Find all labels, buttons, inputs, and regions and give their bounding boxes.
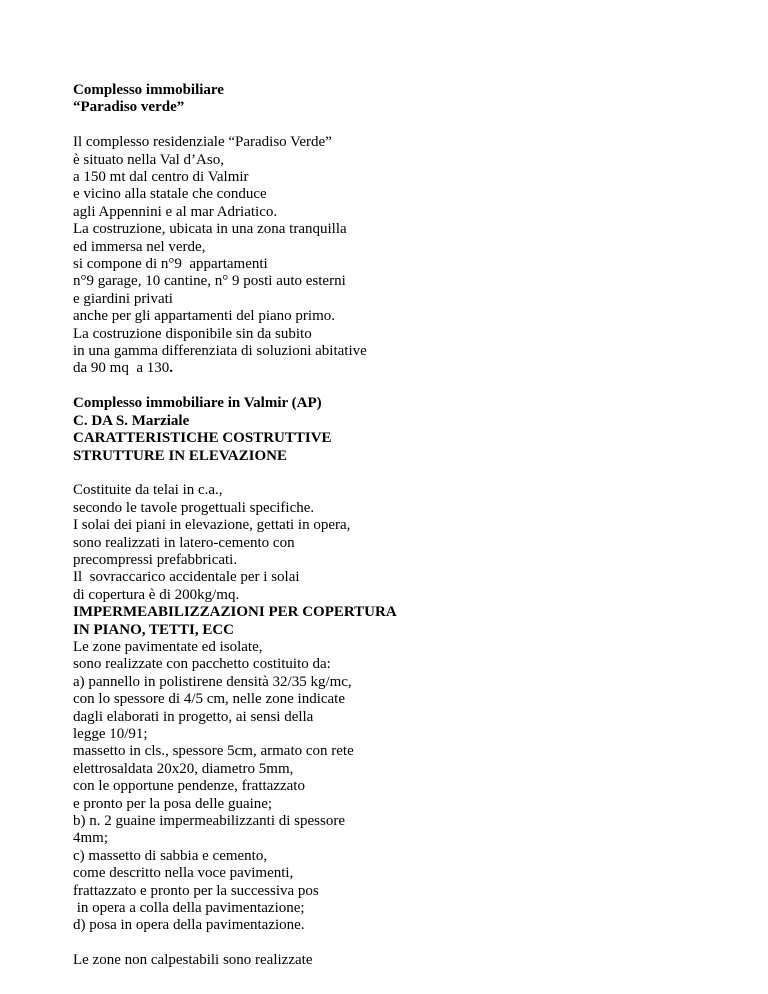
text-line: sono realizzati in latero-cemento con [73, 534, 295, 551]
text-line [73, 360, 733, 377]
text-line-main: da 90 mq a 130 [73, 360, 170, 377]
title-line: Complesso immobiliare [73, 82, 224, 98]
text-line: e giardini privati [73, 290, 173, 307]
text-line: frattazzato e pronto per la successiva pos [73, 882, 319, 899]
text-line: b) n. 2 guaine impermeabilizzanti di spessore [73, 813, 345, 830]
text-line: con lo spessore di 4/5 cm, nelle zone indicate [73, 691, 345, 708]
text-line: c) massetto di sabbia e cemento, [73, 847, 268, 864]
text-line: 4mm; [73, 830, 109, 847]
text-line: si compone di n°9 appartamenti [73, 256, 268, 273]
text-line: anche per gli appartamenti del piano primo. [73, 308, 335, 325]
text-line: Le zone non calpestabili sono realizzate [73, 952, 313, 969]
document-page [73, 82, 733, 970]
document-title [73, 82, 733, 117]
text-line: legge 10/91; [73, 725, 148, 742]
text-line: in una gamma differenziata di soluzioni abitative [73, 343, 367, 360]
text-line: ed immersa nel verde, [73, 238, 206, 255]
text-line: di copertura è di 200kg/mq. [73, 586, 240, 603]
spacer [73, 378, 733, 395]
impermeabilizzazioni-heading [73, 604, 733, 639]
text-line: n°9 garage, 10 cantine, n° 9 posti auto esterni [73, 273, 346, 290]
text-line: precompressi prefabbricati. [73, 551, 238, 568]
text-line: e vicino alla statale che conduce [73, 186, 267, 203]
text-line: elettrosaldata 20x20, diametro 5mm, [73, 760, 294, 777]
heading-line: IMPERMEABILIZZAZIONI PER COPERTURA [73, 604, 397, 621]
text-line: Il sovraccarico accidentale per i solai [73, 569, 300, 586]
text-line: dagli elaborati in progetto, ai sensi della [73, 708, 314, 725]
text-line: a) pannello in polistirene densità 32/35 kg/mc, [73, 673, 352, 690]
text-line: in opera a colla della pavimentazione; [73, 900, 305, 917]
text-line: d) posa in opera della pavimentazione. [73, 917, 305, 934]
text-line: agli Appennini e al mar Adriatico. [73, 203, 278, 220]
text-line: La costruzione disponibile sin da subito [73, 325, 312, 342]
spacer [73, 465, 733, 482]
impermeabilizzazioni-paragraph [73, 639, 733, 935]
closing-paragraph [73, 952, 733, 969]
spacer [73, 935, 733, 952]
text-line: secondo le tavole progettuali specifiche. [73, 499, 315, 516]
text-line: Il complesso residenziale “Paradiso Verde” [73, 134, 332, 151]
text-line: a 150 mt dal centro di Valmir [73, 169, 249, 186]
text-line: con le opportune pendenze, frattazzato [73, 778, 305, 795]
text-line: è situato nella Val d’Aso, [73, 151, 224, 168]
title-line: “Paradiso verde” [73, 99, 185, 116]
heading-line: C. DA S. Marziale [73, 412, 190, 429]
heading-line: STRUTTURE IN ELEVAZIONE [73, 447, 287, 464]
text-line: sono realizzate con pacchetto costituito da: [73, 656, 331, 673]
intro-paragraph [73, 134, 733, 378]
text-line: massetto in cls., spessore 5cm, armato con rete [73, 743, 354, 760]
spacer [73, 117, 733, 134]
text-line: I solai dei piani in elevazione, gettati in opera, [73, 517, 351, 534]
heading-line: CARATTERISTICHE COSTRUTTIVE [73, 430, 332, 447]
text-line: e pronto per la posa delle guaine; [73, 795, 273, 812]
section-header [73, 395, 733, 465]
strutture-paragraph [73, 482, 733, 604]
text-line: La costruzione, ubicata in una zona tranquilla [73, 221, 347, 238]
text-line-period: . [169, 360, 173, 377]
text-line: Le zone pavimentate ed isolate, [73, 638, 263, 655]
text-line: come descritto nella voce pavimenti, [73, 865, 294, 882]
text-line: Costituite da telai in c.a., [73, 482, 223, 499]
heading-line: Complesso immobiliare in Valmir (AP) [73, 395, 322, 412]
heading-line: IN PIANO, TETTI, ECC [73, 621, 235, 638]
